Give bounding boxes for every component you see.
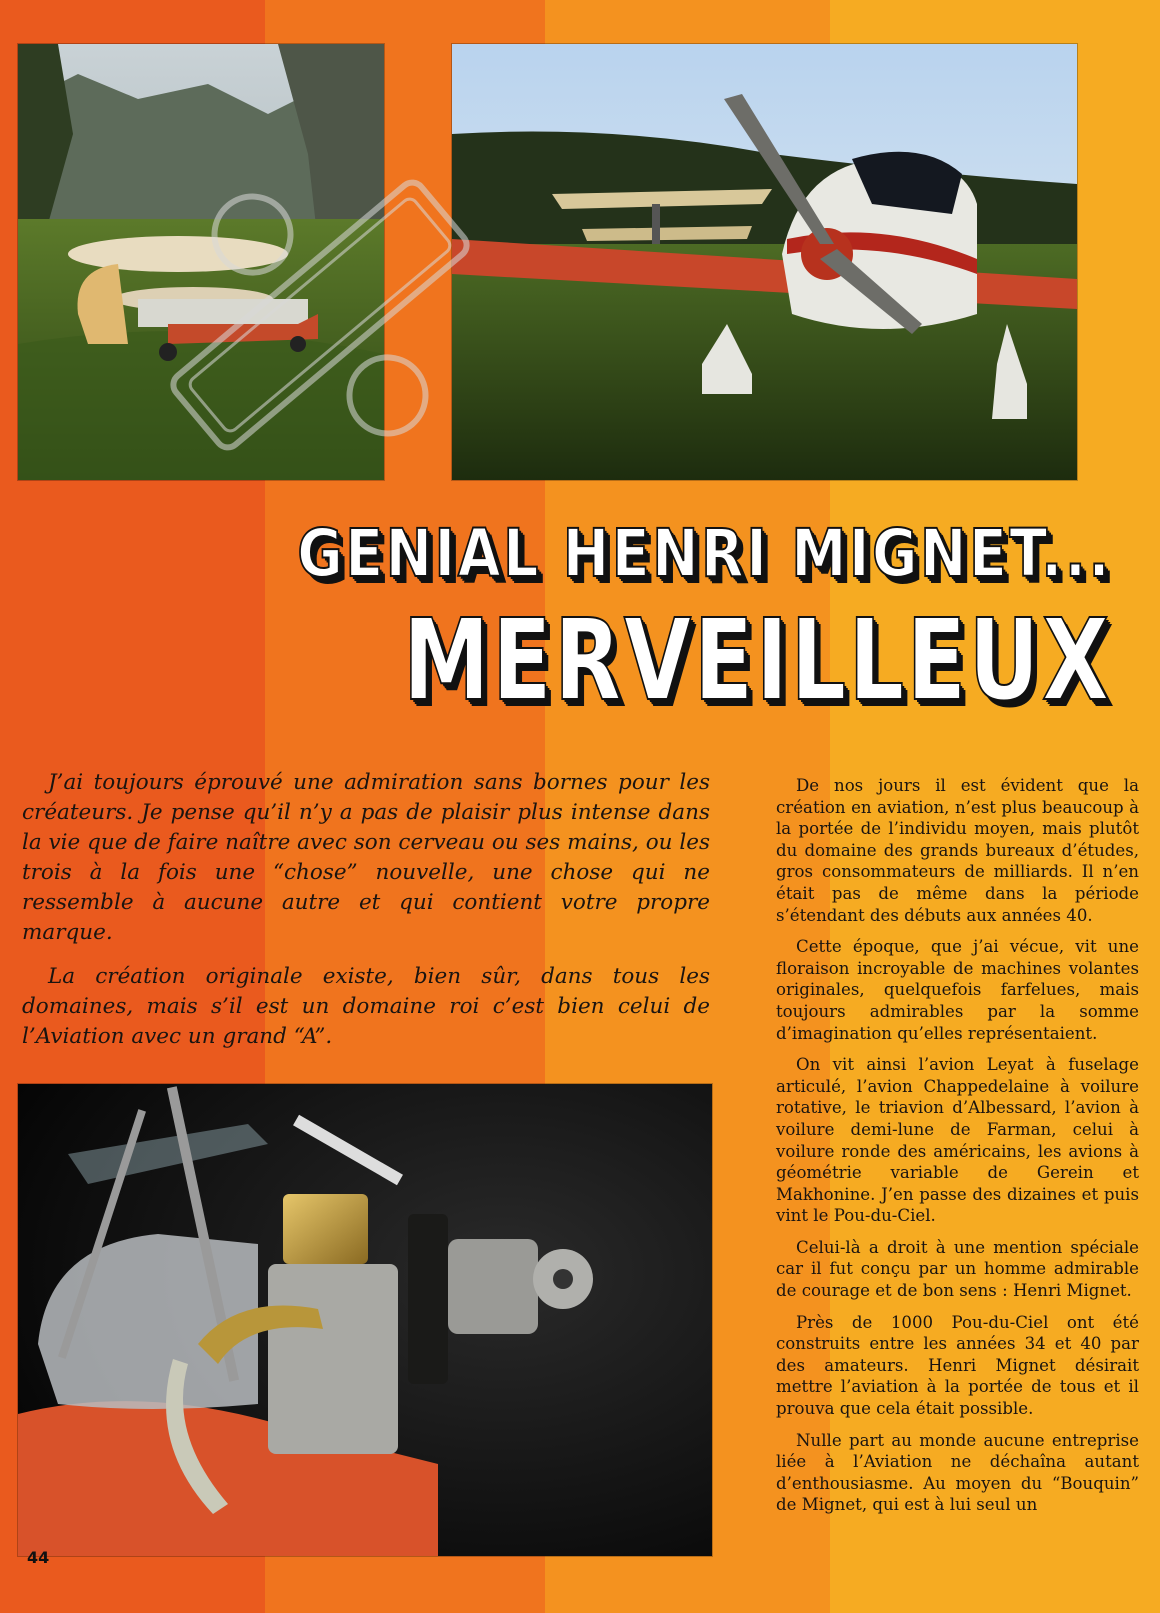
body-paragraph: Nulle part au monde aucune entreprise liée à l’Aviation ne déchaîna autant d’enthousiasme. Au moyen du “Bouquin” de Mignet, qui est à lui seul un xyxy=(776,1430,1139,1515)
intro-paragraph: La création originale existe, bien sûr, dans tous les domaines, mais s’il est un domaine roi c’est bien celui de l’Aviation avec un grand “A”. xyxy=(22,964,710,1049)
body-column xyxy=(776,775,1139,1526)
photo-aircraft-propeller xyxy=(451,43,1078,481)
photo-model-on-grass xyxy=(17,43,385,481)
body-paragraph: De nos jours il est évident que la création en aviation, n’est plus beaucoup à la portée de l’individu moyen, mais plutôt du domaine des grands bureaux d’études, gros consommateurs de milliards. Il n’en était pas de même dans la période s’étendant des débuts aux années 40. xyxy=(776,776,1139,925)
body-paragraph: Cette époque, que j’ai vécue, vit une floraison incroyable de machines volantes originales, quelquefois farfelues, mais toujours admirables par la somme d’imagination qu’elles représentaient. xyxy=(776,937,1139,1043)
body-paragraph: Celui-là a droit à une mention spéciale car il fut conçu par un homme admirable de courage et de bon sens : Henri Mignet. xyxy=(776,1237,1139,1301)
body-paragraph: Près de 1000 Pou-du-Ciel ont été construits entre les années 34 et 40 par des amateurs. Henri Mignet désirait mettre l’aviation à la portée de tous et il prouva que cela était possible. xyxy=(776,1312,1139,1419)
page-number: 44 xyxy=(27,1548,50,1567)
headline-line-1: GENIAL HENRI MIGNET... xyxy=(297,515,1112,592)
intro-paragraph: J’ai toujours éprouvé une admiration sans bornes pour les créateurs. Je pense qu’il n’y a pas de plaisir plus intense dans la vie que de faire naître avec son cerveau ou ses mains, ou les trois à la fois une “chose” nouvelle, une chose qui ne ressemble à aucune autre et qui contient votre propre marque. xyxy=(22,770,710,945)
photo-engine-closeup xyxy=(17,1083,713,1557)
headline-line-2: MERVEILLEUX xyxy=(403,596,1112,726)
body-paragraph: On vit ainsi l’avion Leyat à fuselage articulé, l’avion Chappedelaine à voilure rotative, le triavion d’Albessard, l’avion à voilure demi-lune de Farman, celui à voilure ronde des américains, les avions à géométrie variable de Gerein et Makhonine. J’en passe des dizaines et puis vint le Pou-du-Ciel. xyxy=(776,1055,1139,1226)
intro-text xyxy=(22,768,710,1066)
